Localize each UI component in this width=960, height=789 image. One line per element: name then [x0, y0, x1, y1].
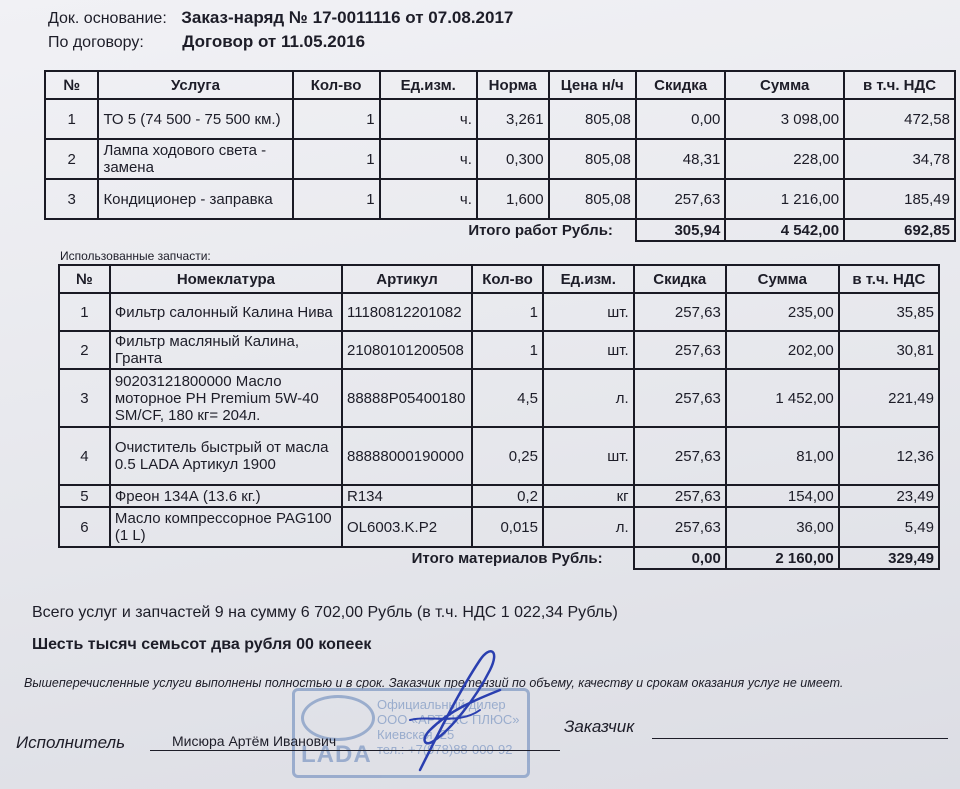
cell-discount: 257,63 [636, 179, 725, 219]
col-article: Артикул [342, 265, 472, 293]
cell-article: 11180812201082 [342, 293, 472, 331]
cell-article: 88888000190000 [342, 427, 472, 485]
cell-norm: 3,261 [477, 99, 549, 139]
services-header-row [45, 71, 955, 99]
cell-discount: 257,63 [634, 293, 726, 331]
cell-number: 3 [45, 179, 98, 219]
cell-unit: л. [543, 369, 634, 427]
col-unit: Ед.изм. [543, 265, 634, 293]
col-qty: Кол-во [472, 265, 543, 293]
acceptance-note: Вышеперечисленные услуги выполнены полностью и в срок. Заказчик претензий по объему, качеству и срокам оказания услуг не имеет. [24, 676, 844, 690]
cell-number: 2 [45, 139, 98, 179]
cell-sum: 36,00 [726, 507, 839, 547]
cell-unit: ч. [380, 99, 477, 139]
cell-sum: 3 098,00 [725, 99, 844, 139]
cell-number: 1 [59, 293, 110, 331]
cell-vat: 30,81 [839, 331, 939, 369]
parts-caption: Использованные запчасти: [60, 249, 211, 263]
cell-discount: 257,63 [634, 427, 726, 485]
cell-vat: 35,85 [839, 293, 939, 331]
executor-name: Мисюра Артём Иванович [172, 733, 337, 749]
parts-total-vat: 329,49 [839, 547, 939, 569]
services-total-label: Итого работ Рубль: [468, 222, 613, 239]
stamp-brand: LADA [301, 741, 372, 768]
grand-total-line: Всего услуг и запчастей 9 на сумму 6 702,00 Рубль (в т.ч. НДС 1 022,34 Рубль) [32, 604, 618, 621]
cell-qty: 1 [293, 139, 380, 179]
table-row [59, 331, 939, 369]
cell-vat: 5,49 [839, 507, 939, 547]
cell-unit: ч. [380, 179, 477, 219]
services-total-discount: 305,94 [636, 219, 725, 241]
cell-article: R134 [342, 485, 472, 507]
customer-label: Заказчик [564, 717, 635, 736]
cell-article: 21080101200508 [342, 331, 472, 369]
stamp-line: Официальный дилер [377, 697, 506, 712]
cell-sum: 1 216,00 [725, 179, 844, 219]
cell-discount: 257,63 [634, 485, 726, 507]
contract-label: По договору: [48, 34, 144, 51]
cell-unit: л. [543, 507, 634, 547]
cell-service: Лампа ходового света - замена [98, 139, 292, 179]
cell-unit: шт. [543, 427, 634, 485]
col-norm: Норма [477, 71, 549, 99]
col-discount: Скидка [634, 265, 726, 293]
cell-vat: 185,49 [844, 179, 955, 219]
col-vat: в т.ч. НДС [839, 265, 939, 293]
cell-nomenclature: Фильтр салонный Калина Нива [110, 293, 342, 331]
col-discount: Скидка [636, 71, 725, 99]
cell-sum: 202,00 [726, 331, 839, 369]
basis-label: Док. основание: [48, 10, 167, 27]
table-row [45, 179, 955, 219]
parts-total-sum: 2 160,00 [726, 547, 839, 569]
parts-total-row [59, 547, 939, 569]
col-sum: Сумма [726, 265, 839, 293]
cell-sum: 154,00 [726, 485, 839, 507]
cell-qty: 0,25 [472, 427, 543, 485]
cell-discount: 0,00 [636, 99, 725, 139]
cell-article: OL6003.K.P2 [342, 507, 472, 547]
services-total-sum: 4 542,00 [725, 219, 844, 241]
cell-sum: 235,00 [726, 293, 839, 331]
cell-price: 805,08 [549, 179, 636, 219]
cell-article: 88888P05400180 [342, 369, 472, 427]
cell-vat: 34,78 [844, 139, 955, 179]
amount-in-words: Шесть тысяч семьсот два рубля 00 копеек [32, 636, 372, 653]
cell-service: Кондиционер - заправка [98, 179, 292, 219]
cell-unit: шт. [543, 331, 634, 369]
col-vat: в т.ч. НДС [844, 71, 955, 99]
cell-nomenclature: Фреон 134А (13.6 кг.) [110, 485, 342, 507]
cell-service: ТО 5 (74 500 - 75 500 км.) [98, 99, 292, 139]
cell-sum: 228,00 [725, 139, 844, 179]
cell-nomenclature: Фильтр масляный Калина, Гранта [110, 331, 342, 369]
col-price: Цена н/ч [549, 71, 636, 99]
stamp-line: тел.: +7(978)88-000-92 [377, 742, 513, 757]
table-row [59, 485, 939, 507]
contract-row [48, 32, 365, 52]
col-number: № [45, 71, 98, 99]
cell-norm: 0,300 [477, 139, 549, 179]
cell-nomenclature: Масло компрессорное PAG100 (1 L) [110, 507, 342, 547]
cell-sum: 1 452,00 [726, 369, 839, 427]
basis-value: Заказ-наряд № 17-0011116 от 07.08.2017 [181, 8, 514, 27]
table-row [45, 139, 955, 179]
cell-unit: кг [543, 485, 634, 507]
col-nomenclature: Номеклатура [110, 265, 342, 293]
cell-vat: 12,36 [839, 427, 939, 485]
col-number: № [59, 265, 110, 293]
cell-qty: 1 [293, 99, 380, 139]
cell-qty: 1 [472, 293, 543, 331]
handwritten-signature [380, 630, 530, 780]
basis-row [48, 8, 513, 28]
cell-qty: 0,2 [472, 485, 543, 507]
col-service: Услуга [98, 71, 292, 99]
cell-discount: 257,63 [634, 507, 726, 547]
cell-qty: 1 [472, 331, 543, 369]
cell-qty: 0,015 [472, 507, 543, 547]
customer-signature-line [652, 738, 948, 739]
services-table [44, 70, 956, 242]
cell-qty: 4,5 [472, 369, 543, 427]
table-row [45, 99, 955, 139]
contract-value: Договор от 11.05.2016 [182, 32, 366, 51]
table-row [59, 293, 939, 331]
cell-vat: 23,49 [839, 485, 939, 507]
cell-number: 2 [59, 331, 110, 369]
services-total-vat: 692,85 [844, 219, 955, 241]
stamp-line: Киевская, 25 [377, 727, 455, 742]
cell-discount: 48,31 [636, 139, 725, 179]
cell-number: 5 [59, 485, 110, 507]
table-row [59, 507, 939, 547]
cell-unit: шт. [543, 293, 634, 331]
cell-unit: ч. [380, 139, 477, 179]
cell-price: 805,08 [549, 139, 636, 179]
parts-total-discount: 0,00 [634, 547, 726, 569]
cell-norm: 1,600 [477, 179, 549, 219]
cell-nomenclature: 90203121800000 Масло моторное PH Premium 5W-40 SM/CF, 180 кг= 204л. [110, 369, 342, 427]
services-total-row [45, 219, 955, 241]
cell-number: 6 [59, 507, 110, 547]
parts-table [58, 264, 940, 570]
col-qty: Кол-во [293, 71, 380, 99]
parts-total-label: Итого материалов Рубль: [411, 550, 603, 567]
stamp-line: ООО «АРТЕКС ПЛЮС» [377, 712, 520, 727]
cell-discount: 257,63 [634, 369, 726, 427]
cell-nomenclature: Очиститель быстрый от масла 0.5 LADA Артикул 1900 [110, 427, 342, 485]
executor-signature-line [150, 750, 560, 751]
col-unit: Ед.изм. [380, 71, 477, 99]
cell-number: 1 [45, 99, 98, 139]
cell-number: 4 [59, 427, 110, 485]
cell-sum: 81,00 [726, 427, 839, 485]
cell-discount: 257,63 [634, 331, 726, 369]
cell-number: 3 [59, 369, 110, 427]
cell-vat: 472,58 [844, 99, 955, 139]
parts-header-row [59, 265, 939, 293]
col-sum: Сумма [725, 71, 844, 99]
executor-label: Исполнитель [16, 733, 126, 752]
cell-vat: 221,49 [839, 369, 939, 427]
table-row [59, 427, 939, 485]
table-row [59, 369, 939, 427]
cell-price: 805,08 [549, 99, 636, 139]
cell-qty: 1 [293, 179, 380, 219]
